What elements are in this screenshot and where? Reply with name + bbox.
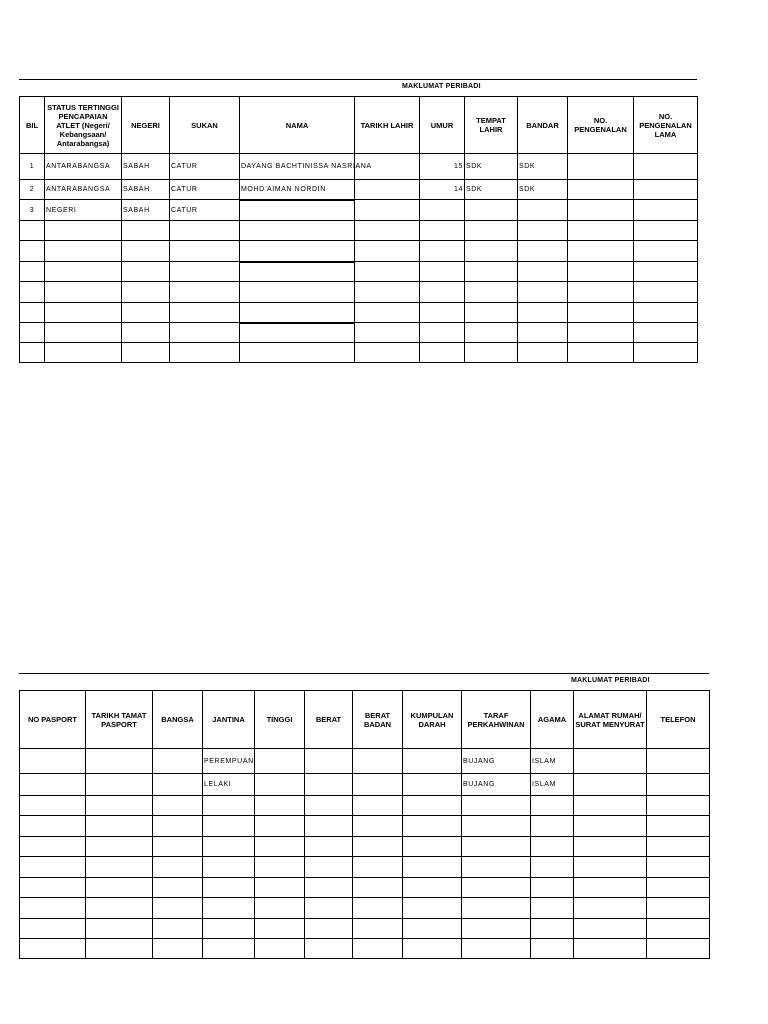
- table-cell[interactable]: [255, 749, 305, 774]
- table-row: [20, 323, 698, 343]
- header-no-pasport: NO PASPORT: [20, 691, 86, 749]
- table-cell[interactable]: [465, 241, 518, 262]
- table-cell[interactable]: [465, 262, 518, 282]
- maklumat-peribadi-table-2: [19, 690, 710, 959]
- table-cell[interactable]: [647, 749, 710, 774]
- table-cell[interactable]: [86, 919, 153, 939]
- table-cell[interactable]: [355, 221, 420, 241]
- table-cell[interactable]: [647, 774, 710, 796]
- table-cell[interactable]: [574, 749, 647, 774]
- table-row: [20, 796, 710, 816]
- table-row: [20, 837, 710, 857]
- table-cell[interactable]: [255, 774, 305, 796]
- table-row: [20, 221, 698, 241]
- table-cell[interactable]: [255, 939, 305, 959]
- table-cell[interactable]: [568, 323, 634, 343]
- section-rule-top: [19, 79, 697, 80]
- table-cell[interactable]: [574, 816, 647, 837]
- section-rule-bottom: [19, 673, 709, 674]
- table-cell[interactable]: [45, 241, 122, 262]
- table-cell[interactable]: [462, 796, 531, 816]
- table-cell[interactable]: [153, 796, 203, 816]
- table-cell[interactable]: BUJANG: [462, 749, 531, 774]
- table-cell[interactable]: [647, 816, 710, 837]
- table-cell[interactable]: [465, 282, 518, 303]
- table-cell[interactable]: [240, 282, 355, 303]
- table-cell[interactable]: [255, 816, 305, 837]
- table-cell[interactable]: [353, 774, 403, 796]
- table-row: [20, 939, 710, 959]
- table-cell[interactable]: [305, 939, 353, 959]
- table-cell[interactable]: [203, 898, 255, 919]
- table-cell[interactable]: [255, 898, 305, 919]
- table-cell[interactable]: [568, 303, 634, 323]
- table-cell[interactable]: [203, 878, 255, 898]
- table-cell[interactable]: BUJANG: [462, 774, 531, 796]
- table-cell[interactable]: 15: [420, 154, 465, 180]
- table-cell[interactable]: [203, 939, 255, 959]
- table-cell[interactable]: [170, 241, 240, 262]
- table-cell[interactable]: CATUR: [170, 200, 240, 221]
- table-cell[interactable]: [170, 343, 240, 363]
- table-cell[interactable]: [403, 837, 462, 857]
- table-cell[interactable]: [568, 262, 634, 282]
- table-cell[interactable]: [255, 837, 305, 857]
- table-header-row: [20, 97, 698, 154]
- table-cell[interactable]: [122, 282, 170, 303]
- table-cell[interactable]: [568, 241, 634, 262]
- header-bandar: BANDAR: [518, 97, 568, 154]
- table-cell[interactable]: [531, 898, 574, 919]
- table-cell[interactable]: [305, 919, 353, 939]
- table-cell[interactable]: [353, 837, 403, 857]
- table-cell[interactable]: [20, 749, 86, 774]
- header-berat: BERAT: [305, 691, 353, 749]
- table-cell[interactable]: [634, 180, 698, 200]
- table-cell[interactable]: DAYANG BACHTINISSA NASRIANA: [240, 154, 355, 180]
- table-cell[interactable]: [153, 816, 203, 837]
- table-cell[interactable]: [45, 221, 122, 241]
- table-cell[interactable]: [203, 796, 255, 816]
- table-cell[interactable]: [170, 282, 240, 303]
- table-cell[interactable]: [20, 796, 86, 816]
- table-cell[interactable]: CATUR: [170, 154, 240, 180]
- table-row: [20, 303, 698, 323]
- header-telefon: TELEFON: [647, 691, 710, 749]
- table-cell[interactable]: [255, 796, 305, 816]
- table-cell[interactable]: [462, 919, 531, 939]
- table-cell[interactable]: [353, 816, 403, 837]
- section-title-maklumat-peribadi: MAKLUMAT PERIBADI: [402, 83, 481, 90]
- table-cell[interactable]: SDK: [518, 154, 568, 180]
- table-row: [20, 898, 710, 919]
- table-cell[interactable]: [403, 939, 462, 959]
- table-cell[interactable]: [305, 796, 353, 816]
- table-cell[interactable]: [568, 180, 634, 200]
- table-cell[interactable]: [153, 919, 203, 939]
- header-bil: BIL: [20, 97, 45, 154]
- header-sukan: SUKAN: [170, 97, 240, 154]
- table-cell[interactable]: [240, 241, 355, 262]
- table-cell[interactable]: [20, 837, 86, 857]
- table-cell[interactable]: [20, 343, 45, 363]
- table-cell[interactable]: [170, 303, 240, 323]
- header-nama: NAMA: [240, 97, 355, 154]
- table-cell[interactable]: [462, 837, 531, 857]
- table-cell[interactable]: 1: [20, 154, 45, 180]
- table-cell[interactable]: [403, 796, 462, 816]
- table-row: [20, 180, 698, 200]
- table-cell[interactable]: [86, 837, 153, 857]
- table-cell[interactable]: [20, 878, 86, 898]
- table-cell[interactable]: [20, 303, 45, 323]
- table-cell[interactable]: [240, 343, 355, 363]
- table-cell[interactable]: SDK: [465, 154, 518, 180]
- table-cell[interactable]: 2: [20, 180, 45, 200]
- table-row: [20, 343, 698, 363]
- table-cell[interactable]: [647, 878, 710, 898]
- table-cell[interactable]: [153, 857, 203, 878]
- table-cell[interactable]: [634, 154, 698, 180]
- table-cell[interactable]: [420, 262, 465, 282]
- table-cell[interactable]: [122, 241, 170, 262]
- table-cell[interactable]: [255, 919, 305, 939]
- table-cell[interactable]: [355, 180, 420, 200]
- table-cell[interactable]: MOHD AIMAN NORDIN: [240, 180, 355, 200]
- table-cell[interactable]: ANTARABANGSA: [45, 180, 122, 200]
- table-header-row: [20, 691, 710, 749]
- table-cell[interactable]: [634, 200, 698, 221]
- table-cell[interactable]: [20, 898, 86, 919]
- table-cell[interactable]: [170, 221, 240, 241]
- table-cell[interactable]: [531, 878, 574, 898]
- table-cell[interactable]: [647, 898, 710, 919]
- table-cell[interactable]: [574, 796, 647, 816]
- table-cell[interactable]: [86, 774, 153, 796]
- table-cell[interactable]: [20, 323, 45, 343]
- table-cell[interactable]: [255, 857, 305, 878]
- table-cell[interactable]: [403, 878, 462, 898]
- table-cell[interactable]: [531, 919, 574, 939]
- header-no-pengenalan: NO. PENGENALAN: [568, 97, 634, 154]
- table-cell[interactable]: [20, 939, 86, 959]
- table-cell[interactable]: [153, 749, 203, 774]
- table-cell[interactable]: [170, 262, 240, 282]
- table-cell[interactable]: SABAH: [122, 180, 170, 200]
- table-cell[interactable]: [574, 898, 647, 919]
- table-cell[interactable]: SDK: [465, 180, 518, 200]
- table-cell[interactable]: [305, 774, 353, 796]
- table-cell[interactable]: [353, 939, 403, 959]
- table-cell[interactable]: [353, 919, 403, 939]
- table-cell[interactable]: [355, 241, 420, 262]
- table-cell[interactable]: [634, 221, 698, 241]
- table-cell[interactable]: [403, 898, 462, 919]
- table-row: [20, 282, 698, 303]
- table-cell[interactable]: [518, 323, 568, 343]
- table-cell[interactable]: [203, 837, 255, 857]
- table-cell[interactable]: [518, 343, 568, 363]
- table-cell[interactable]: [403, 774, 462, 796]
- table-cell[interactable]: LELAKI: [203, 774, 255, 796]
- table-cell[interactable]: ISLAM: [531, 749, 574, 774]
- table-row: [20, 857, 710, 878]
- header-tempat-lahir: TEMPAT LAHIR: [465, 97, 518, 154]
- table-cell[interactable]: [465, 200, 518, 221]
- table-row: [20, 816, 710, 837]
- table-cell[interactable]: [518, 200, 568, 221]
- table-cell[interactable]: [462, 878, 531, 898]
- header-berat-badan: BERAT BADAN: [353, 691, 403, 749]
- table-cell[interactable]: [355, 262, 420, 282]
- table-cell[interactable]: [240, 303, 355, 323]
- table-cell[interactable]: [574, 774, 647, 796]
- table-cell[interactable]: [462, 857, 531, 878]
- table-cell[interactable]: [574, 878, 647, 898]
- table-cell[interactable]: [305, 837, 353, 857]
- table-cell[interactable]: [574, 837, 647, 857]
- table-cell[interactable]: [634, 262, 698, 282]
- table-cell[interactable]: [305, 878, 353, 898]
- table-cell[interactable]: [353, 749, 403, 774]
- table-cell[interactable]: [240, 221, 355, 241]
- table-cell[interactable]: [355, 343, 420, 363]
- table-cell[interactable]: [420, 200, 465, 221]
- table-cell[interactable]: [255, 878, 305, 898]
- table-cell[interactable]: [203, 816, 255, 837]
- table-cell[interactable]: SABAH: [122, 154, 170, 180]
- header-tinggi: TINGGI: [255, 691, 305, 749]
- table-cell[interactable]: [170, 323, 240, 343]
- table-cell[interactable]: [353, 878, 403, 898]
- table-cell[interactable]: [420, 323, 465, 343]
- table-cell[interactable]: [568, 221, 634, 241]
- table-cell[interactable]: [634, 282, 698, 303]
- table-cell[interactable]: [20, 221, 45, 241]
- table-cell[interactable]: NEGERI: [45, 200, 122, 221]
- table-cell[interactable]: [20, 919, 86, 939]
- table-cell[interactable]: [20, 816, 86, 837]
- table-cell[interactable]: [355, 303, 420, 323]
- table-cell[interactable]: [86, 796, 153, 816]
- table-cell[interactable]: [420, 282, 465, 303]
- table-cell[interactable]: [45, 343, 122, 363]
- table-cell[interactable]: [153, 939, 203, 959]
- table-cell[interactable]: [465, 221, 518, 241]
- section-title-maklumat-peribadi-2: MAKLUMAT PERIBADI: [571, 677, 650, 684]
- table-cell[interactable]: [20, 857, 86, 878]
- table-row: [20, 878, 710, 898]
- table-cell[interactable]: [518, 221, 568, 241]
- table-cell[interactable]: [153, 898, 203, 919]
- header-status-tertinggi: STATUS TERTINGGI PENCAPAIAN ATLET (Negeri/ Kebangsaan/ Antarabangsa): [45, 97, 122, 154]
- table-cell[interactable]: [568, 200, 634, 221]
- table-cell[interactable]: [518, 282, 568, 303]
- table-cell[interactable]: [20, 282, 45, 303]
- table-cell[interactable]: SDK: [518, 180, 568, 200]
- table-cell[interactable]: [647, 939, 710, 959]
- table-cell[interactable]: [45, 303, 122, 323]
- table-cell[interactable]: [531, 816, 574, 837]
- table-cell[interactable]: [86, 878, 153, 898]
- header-negeri: NEGERI: [122, 97, 170, 154]
- table-cell[interactable]: [305, 749, 353, 774]
- header-bangsa: BANGSA: [153, 691, 203, 749]
- table-cell[interactable]: [240, 323, 355, 343]
- table-cell[interactable]: [403, 749, 462, 774]
- header-jantina: JANTINA: [203, 691, 255, 749]
- table-cell[interactable]: [353, 796, 403, 816]
- table-cell[interactable]: [20, 262, 45, 282]
- table-cell[interactable]: [568, 154, 634, 180]
- table-cell[interactable]: [86, 898, 153, 919]
- table-cell[interactable]: CATUR: [170, 180, 240, 200]
- table-cell[interactable]: 3: [20, 200, 45, 221]
- table-cell[interactable]: [86, 749, 153, 774]
- header-alamat-rumah: ALAMAT RUMAH/ SURAT MENYURAT: [574, 691, 647, 749]
- header-tarikh-lahir: TARIKH LAHIR: [355, 97, 420, 154]
- table-cell[interactable]: [531, 796, 574, 816]
- maklumat-peribadi-table-1: [19, 96, 698, 363]
- table-cell[interactable]: [355, 323, 420, 343]
- table-row: [20, 241, 698, 262]
- table-cell[interactable]: [203, 857, 255, 878]
- table-cell[interactable]: [647, 919, 710, 939]
- table-cell[interactable]: [86, 857, 153, 878]
- table-cell[interactable]: [634, 241, 698, 262]
- table-cell[interactable]: [45, 323, 122, 343]
- table-cell[interactable]: [462, 939, 531, 959]
- table-cell[interactable]: [531, 857, 574, 878]
- table-cell[interactable]: 14: [420, 180, 465, 200]
- table-row: [20, 749, 710, 774]
- table-cell[interactable]: [574, 939, 647, 959]
- header-agama: AGAMA: [531, 691, 574, 749]
- table-cell[interactable]: [355, 200, 420, 221]
- table-cell[interactable]: [420, 343, 465, 363]
- table-cell[interactable]: [240, 262, 355, 282]
- table-cell[interactable]: [122, 221, 170, 241]
- table-cell[interactable]: [647, 857, 710, 878]
- table-row: [20, 774, 710, 796]
- table-cell[interactable]: [403, 816, 462, 837]
- table-cell[interactable]: [634, 323, 698, 343]
- table-cell[interactable]: [353, 898, 403, 919]
- table-cell[interactable]: PEREMPUAN: [203, 749, 255, 774]
- table-cell[interactable]: [574, 857, 647, 878]
- table-cell[interactable]: [355, 282, 420, 303]
- table-cell[interactable]: ISLAM: [531, 774, 574, 796]
- table-cell[interactable]: [647, 837, 710, 857]
- table-cell[interactable]: [305, 898, 353, 919]
- table-cell[interactable]: [153, 774, 203, 796]
- table-cell[interactable]: [465, 323, 518, 343]
- table-cell[interactable]: [531, 939, 574, 959]
- table-cell[interactable]: [462, 898, 531, 919]
- table-cell[interactable]: [122, 323, 170, 343]
- header-taraf-perkahwinan: TARAF PERKAHWINAN: [462, 691, 531, 749]
- table-cell[interactable]: [153, 837, 203, 857]
- table-cell[interactable]: [518, 303, 568, 323]
- table-cell[interactable]: [518, 262, 568, 282]
- header-umur: UMUR: [420, 97, 465, 154]
- table-cell[interactable]: [153, 878, 203, 898]
- table-cell[interactable]: [86, 939, 153, 959]
- table-cell[interactable]: [403, 857, 462, 878]
- header-tarikh-tamat-pasport: TARIKH TAMAT PASPORT: [86, 691, 153, 749]
- table-cell[interactable]: [647, 796, 710, 816]
- table-cell[interactable]: [462, 816, 531, 837]
- table-cell[interactable]: [420, 221, 465, 241]
- table-cell[interactable]: [45, 282, 122, 303]
- header-kumpulan-darah: KUMPULAN DARAH: [403, 691, 462, 749]
- table-cell[interactable]: [86, 816, 153, 837]
- table-cell[interactable]: [420, 241, 465, 262]
- table-cell[interactable]: [353, 857, 403, 878]
- table-cell[interactable]: SABAH: [122, 200, 170, 221]
- table-cell[interactable]: [568, 282, 634, 303]
- table-cell[interactable]: [568, 343, 634, 363]
- table-cell[interactable]: [531, 837, 574, 857]
- table-cell[interactable]: [465, 343, 518, 363]
- table-cell[interactable]: [203, 919, 255, 939]
- table-cell[interactable]: [465, 303, 518, 323]
- table-row: [20, 919, 710, 939]
- table-cell[interactable]: [45, 262, 122, 282]
- table-cell[interactable]: [305, 857, 353, 878]
- table-cell[interactable]: [403, 919, 462, 939]
- table-cell[interactable]: [122, 343, 170, 363]
- table-cell[interactable]: ANTARABANGSA: [45, 154, 122, 180]
- table-cell[interactable]: [20, 241, 45, 262]
- table-cell[interactable]: [574, 919, 647, 939]
- table-row: [20, 154, 698, 180]
- table-row: [20, 262, 698, 282]
- table-cell[interactable]: [634, 343, 698, 363]
- table-cell[interactable]: [420, 303, 465, 323]
- table-row: [20, 200, 698, 221]
- table-cell[interactable]: [20, 774, 86, 796]
- table-cell[interactable]: [305, 816, 353, 837]
- table-cell[interactable]: [518, 241, 568, 262]
- table-cell[interactable]: [122, 262, 170, 282]
- table-cell[interactable]: [240, 200, 355, 221]
- table-cell[interactable]: [122, 303, 170, 323]
- table-cell[interactable]: [634, 303, 698, 323]
- header-no-pengenalan-lama: NO. PENGENALAN LAMA: [634, 97, 698, 154]
